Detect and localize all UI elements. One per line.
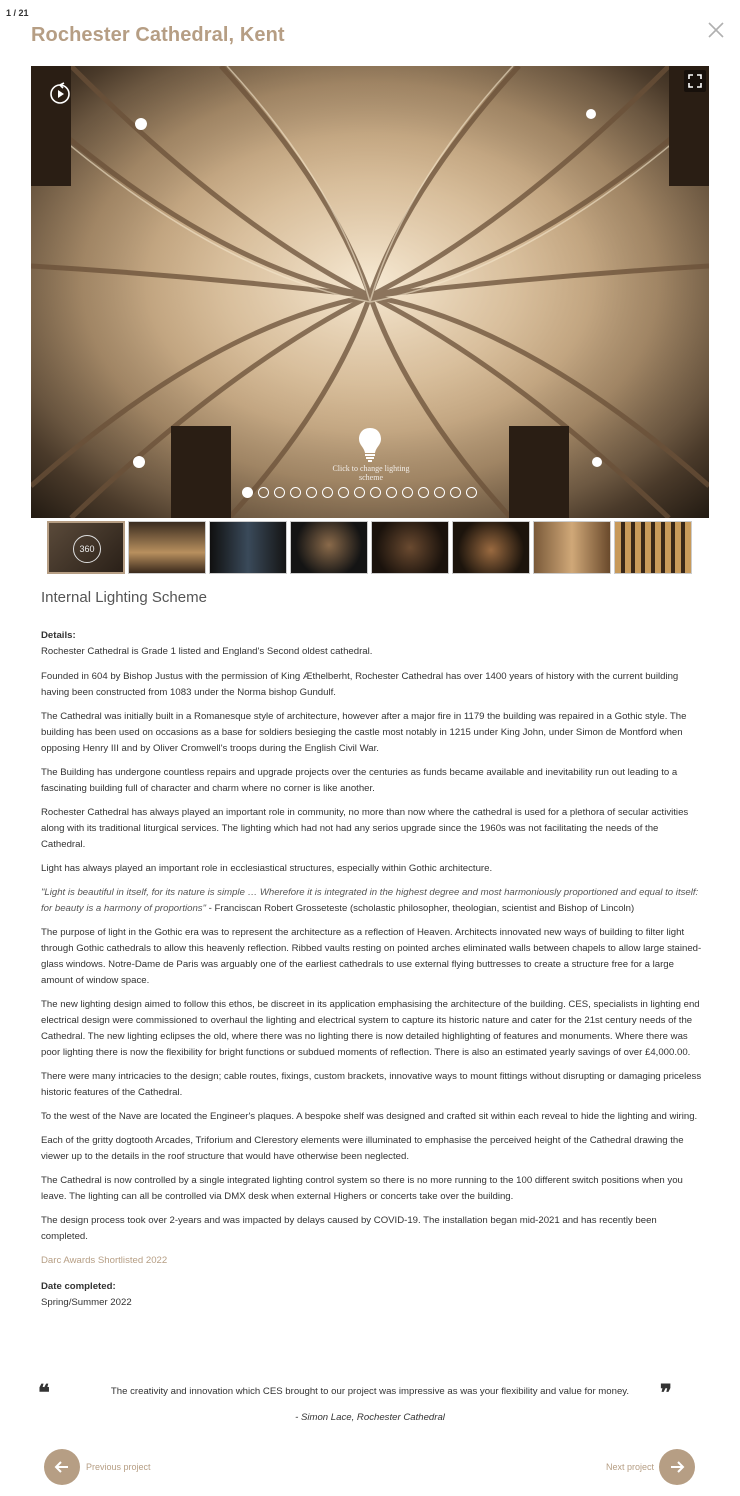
next-project-button[interactable]	[659, 1449, 695, 1485]
previous-project-button[interactable]	[44, 1449, 80, 1485]
arrow-right-icon	[667, 1457, 687, 1477]
thumbnail-360-label: 360	[73, 535, 101, 563]
scene-dot[interactable]	[354, 487, 365, 498]
scene-dot[interactable]	[370, 487, 381, 498]
section-subtitle: Internal Lighting Scheme	[41, 589, 207, 606]
close-icon[interactable]	[706, 20, 726, 40]
lighting-scheme-label[interactable]: Click to change lighting scheme	[332, 464, 410, 482]
date-label: Date completed:	[41, 1281, 116, 1292]
thumbnail-5[interactable]	[371, 521, 449, 574]
project-details	[41, 628, 703, 1319]
scene-dot[interactable]	[466, 487, 477, 498]
scene-dot[interactable]	[290, 487, 301, 498]
scene-dot[interactable]	[322, 487, 333, 498]
page-title: Rochester Cathedral, Kent	[31, 24, 285, 46]
panorama-viewer[interactable]	[31, 66, 709, 518]
arrow-left-icon	[52, 1457, 72, 1477]
details-paragraph: The design process took over 2-years and was impacted by delays caused by COVID-19. The installation began mid-2021 and has recently been completed.	[41, 1215, 657, 1242]
scene-dot[interactable]	[258, 487, 269, 498]
thumbnail-4[interactable]	[290, 521, 368, 574]
scene-dot[interactable]	[450, 487, 461, 498]
details-paragraph: To the west of the Nave are located the Engineer's plaques. A bespoke shelf was designed and crafted sit within each reveal to hide the lighting and wiring.	[41, 1111, 698, 1122]
lightbulb-icon[interactable]	[357, 426, 383, 462]
details-paragraph: The Building has undergone countless repairs and upgrade projects over the centuries as funds became available and inevitability run out leading to a fascinating building full of character and charm where no corner is like another.	[41, 767, 678, 794]
details-paragraph: There were many intricacies to the design; cable routes, fixings, custom brackets, innovative ways to mount fittings without disrupting or damaging priceless historic features of the Cathedral.	[41, 1071, 702, 1098]
details-paragraph: The purpose of light in the Gothic era was to represent the architecture as a reflection of Heaven. Architects innovated new ways of building to filter light through Gothic cathedrals to allow this heavenly reflection. Ribbed vaults resting on pointed arches eliminated walls between chapels to allow large stained-glass windows. Notre-Dame de Paris was arguably one of the earliest cathedrals to use external flying buttresses to create a structure free for a large amount of window space.	[41, 927, 702, 986]
details-paragraph: The new lighting design aimed to follow this ethos, be discreet in its application emphasising the architecture of the building. CES, specialists in lighting end electrical design were commissioned to overhaul the lighting and electrical system to capture its historic nature and cater for the 21st century needs of the Cathedral. The new lighting eclipses the old, where there was no lighting there is now detailed highlighting of features and monuments. Where there was poor lighting there is now the flexibility for bright functions or subdued moments of reflection. There is also an estimated yearly savings of over £4,000.00.	[41, 999, 700, 1058]
thumbnail-3[interactable]	[209, 521, 287, 574]
rotate-360-icon[interactable]	[48, 82, 72, 106]
scene-dot[interactable]	[306, 487, 317, 498]
previous-project-link[interactable]: Previous project	[86, 1462, 151, 1472]
scene-dot[interactable]	[434, 487, 445, 498]
details-paragraph: The Cathedral was initially built in a Romanesque style of architecture, however after a major fire in 1179 the building was repaired in a Gothic style. The building has been used on occasions as a base for soldiers besieging the castle most notably in 1215 under King John, under Simon de Montford when opposing Henry III and by Oliver Cromwell's troops during the English Civil War.	[41, 711, 687, 754]
scene-dot[interactable]	[242, 487, 253, 498]
scene-dot[interactable]	[274, 487, 285, 498]
thumbnail-7[interactable]	[533, 521, 611, 574]
details-paragraph: Light has always played an important role in ecclesiastical structures, especially within Gothic architecture.	[41, 863, 493, 874]
open-quote-icon: ❝	[38, 1380, 50, 1406]
scene-dot[interactable]	[418, 487, 429, 498]
details-paragraph: Rochester Cathedral is Grade 1 listed and England's Second oldest cathedral.	[41, 646, 373, 657]
date-value: Spring/Summer 2022	[41, 1297, 132, 1308]
thumbnail-6[interactable]	[452, 521, 530, 574]
quote-text: "Light is beautiful in itself, for its nature is simple … Wherefore it is integrated in the highest degree and most harmoniously proportioned and equal to itself: for beauty is a harmony of proportions"	[41, 887, 699, 914]
details-label: Details:	[41, 630, 76, 641]
testimonial-text: The creativity and innovation which CES brought to our project was impressive as was your flexibility and value for money.	[110, 1386, 630, 1397]
thumbnail-strip	[47, 521, 694, 574]
scene-dot[interactable]	[386, 487, 397, 498]
quote-attribution: - Franciscan Robert Grosseteste (scholastic philosopher, theologian, scientist and Bishop of Lincoln)	[206, 903, 635, 914]
award-link[interactable]: Darc Awards Shortlisted 2022	[41, 1255, 168, 1266]
scene-dot[interactable]	[402, 487, 413, 498]
slide-counter: 1 / 21	[6, 8, 29, 18]
fullscreen-icon[interactable]	[684, 70, 706, 92]
details-paragraph: Founded in 604 by Bishop Justus with the permission of King Æthelberht, Rochester Cathedral has over 1400 years of history with the current building having been constructed from 1083 under the Norma bishop Gundulf.	[41, 671, 679, 698]
thumbnail-2[interactable]	[128, 521, 206, 574]
close-quote-icon: ❞	[660, 1380, 672, 1406]
details-paragraph: Rochester Cathedral has always played an important role in community, no more than now where the cathedral is used for a plethora of secular activities along with its traditional liturgical services. The lighting which had not had any serios upgrade since the 1960s was not facilitating the needs of the Cathedral.	[41, 807, 689, 850]
next-project-link[interactable]: Next project	[606, 1462, 655, 1472]
testimonial-author: - Simon Lace, Rochester Cathedral	[295, 1412, 445, 1423]
thumbnail-8[interactable]	[614, 521, 692, 574]
details-paragraph: Each of the gritty dogtooth Arcades, Triforium and Clerestory elements were illuminated to emphasise the perceived height of the Cathedral drawing the viewer up to the details in the roof structure that would have otherwise been neglected.	[41, 1135, 684, 1162]
thumbnail-1[interactable]	[47, 521, 125, 574]
grosseteste-quote	[41, 885, 703, 917]
scene-dots	[242, 487, 477, 498]
scene-dot[interactable]	[338, 487, 349, 498]
details-paragraph: The Cathedral is now controlled by a single integrated lighting control system so there is no more running to the 100 different switch positions when you leave. The lighting can all be controlled via DMX desk when external Highers or concerts take over the building.	[41, 1175, 683, 1202]
